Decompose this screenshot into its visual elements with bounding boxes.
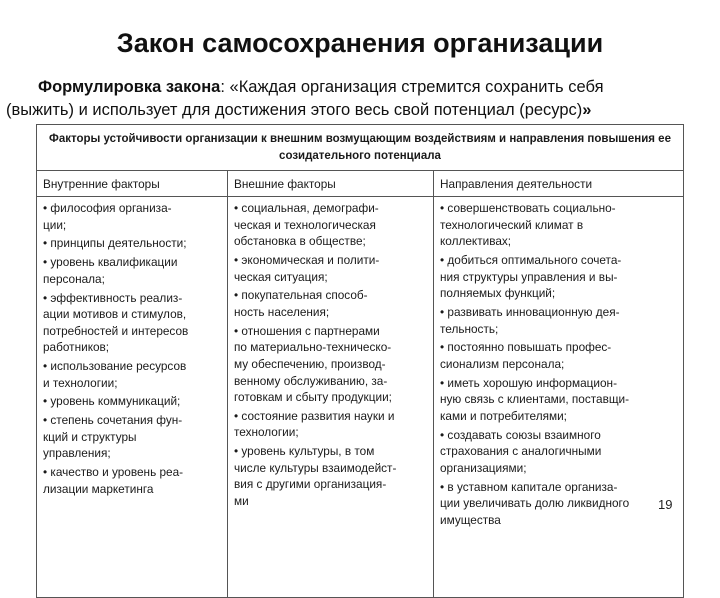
- list-item: • степень сочетания фун- кций и структуры управления;: [43, 413, 183, 461]
- external-factors-cell: [228, 197, 434, 597]
- list-item: • состояние развития науки и технологии;: [234, 408, 395, 440]
- law-formulation: [6, 76, 714, 122]
- table-header: Факторы устойчивости организации к внешним возмущающим воздействиям и направления повышения ее созидательного потенциала: [37, 125, 683, 171]
- list-item: • отношения с партнерами по материально-техническо- му обеспечению, производ- венному обслуживанию, за- готовкам и сбыту продукции;: [234, 323, 392, 405]
- column-header-directions: Направления деятельности: [434, 171, 683, 197]
- page-number: 19: [658, 497, 673, 512]
- list-item: • иметь хорошую информацион- ную связь с клиентами, поставщи- ками и потребителями;: [440, 375, 630, 423]
- law-closing-quote: »: [582, 101, 592, 119]
- list-item: • уровень квалификации персонала;: [43, 255, 178, 286]
- list-item: • социальная, демографи- ческая и технологическая обстановка в обществе;: [234, 201, 379, 249]
- list-item: • уровень коммуникаций;: [43, 394, 181, 409]
- column-header-internal: Внутренние факторы: [37, 171, 228, 197]
- list-item: • покупательная способ- ность населения;: [234, 288, 368, 319]
- list-item: • философия организа- ции;: [43, 201, 172, 232]
- list-item: • принципы деятельности;: [43, 236, 187, 251]
- factors-table: [36, 124, 684, 598]
- list-item: • уровень культуры, в том числе культуры взаимодейст- вия с другими организация- ми: [234, 444, 397, 509]
- list-item: • экономическая и полити- ческая ситуация;: [234, 252, 380, 284]
- list-item: • добиться оптимального сочета- ния структуры управления и вы- полняемых функций;: [440, 252, 622, 301]
- list-item: • совершенствовать социально- технологический климат в коллективах;: [440, 201, 616, 249]
- list-item: • развивать инновационную дея- тельность;: [440, 304, 620, 336]
- list-item: • создавать союзы взаимного страхования с аналогичными организациями;: [440, 427, 602, 475]
- column-header-external: Внешние факторы: [228, 171, 434, 197]
- law-line-1: [6, 76, 714, 99]
- list-item: • в уставном капитале организа- ции увеличивать долю ликвидного имущества: [440, 479, 630, 527]
- list-item: • эффективность реализ- ации мотивов и стимулов, потребностей и интересов работников;: [43, 290, 189, 355]
- law-text-2: (выжить) и использует для достижения этого весь свой потенциал (ресурс): [6, 101, 583, 119]
- slide-title: Закон самосохранения организации: [116, 28, 604, 58]
- list-item: • качество и уровень реа- лизации маркетинга: [43, 465, 184, 496]
- law-text-1: : «Каждая организация стремится сохранить себя: [220, 78, 604, 96]
- law-label: Формулировка закона: [38, 78, 221, 96]
- directions-cell: [434, 197, 683, 597]
- law-line-2: [6, 99, 714, 122]
- list-item: • использование ресурсов и технологии;: [43, 359, 187, 390]
- column-headers: [37, 171, 683, 197]
- list-item: • постоянно повышать профес- сионализм персонала;: [440, 340, 612, 371]
- table-body: [37, 197, 683, 597]
- internal-factors-cell: [37, 197, 228, 597]
